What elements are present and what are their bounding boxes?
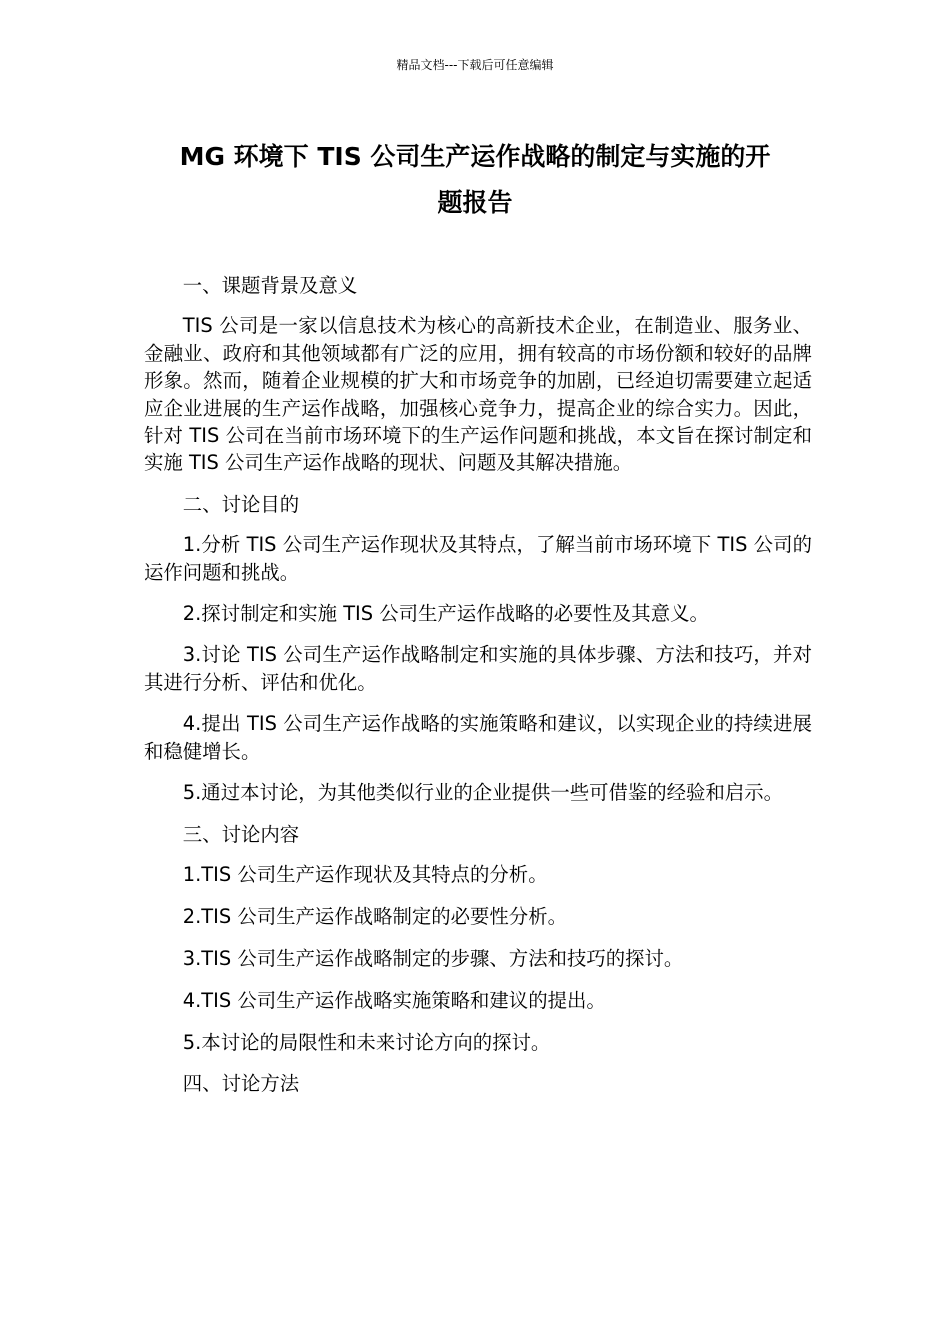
purpose-item: 3.讨论 TIS 公司生产运作战略制定和实施的具体步骤、方法和技巧，并对其进行分析、评估和优化。	[144, 643, 812, 694]
title-line-1: MG 环境下 TIS 公司生产运作战略的制定与实施的开	[179, 142, 771, 171]
content-item: 1.TIS 公司生产运作现状及其特点的分析。	[182, 862, 548, 886]
page-header: 精品文档---下载后可任意编辑	[396, 58, 554, 72]
content-item: 3.TIS 公司生产运作战略制定的步骤、方法和技巧的探讨。	[182, 946, 684, 970]
section-heading-purpose: 二、讨论目的	[182, 492, 300, 516]
content-item: 5.本讨论的局限性和未来讨论方向的探讨。	[182, 1030, 551, 1054]
section-heading-content: 三、讨论内容	[182, 822, 300, 846]
content-item: 4.TIS 公司生产运作战略实施策略和建议的提出。	[182, 988, 606, 1012]
purpose-item: 2.探讨制定和实施 TIS 公司生产运作战略的必要性及其意义。	[182, 602, 709, 626]
paragraph-background: TIS 公司是一家以信息技术为核心的高新技术企业，在制造业、服务业、金融业、政府和其他领域都有广泛的应用，拥有较高的市场份额和较好的品牌形象。然而，随着企业规模的扩大和市场竞争的加剧，已经迫切需要建立起适应企业进展的生产运作战略，加强核心竞争力，提高企业的综合实力。因此，针对 TIS 公司在当前市场环境下的生产运作问题和挑战，本文旨在探讨制定和实施 TIS 公司生产运作战略的现状、问题及其解决措施。	[144, 314, 812, 475]
section-heading-background: 一、课题背景及意义	[182, 274, 358, 297]
purpose-item: 5.通过本讨论，为其他类似行业的企业提供一些可借鉴的经验和启示。	[182, 781, 784, 805]
purpose-item: 1.分析 TIS 公司生产运作现状及其特点，了解当前市场环境下 TIS 公司的运作问题和挑战。	[144, 533, 812, 584]
section-heading-method: 四、讨论方法	[182, 1072, 300, 1096]
document-body	[144, 272, 812, 1111]
document-title	[140, 134, 810, 226]
purpose-item: 4.提出 TIS 公司生产运作战略的实施策略和建议，以实现企业的持续进展和稳健增长。	[144, 712, 812, 763]
content-item: 2.TIS 公司生产运作战略制定的必要性分析。	[182, 904, 567, 928]
title-line-2: 题报告	[437, 188, 513, 217]
